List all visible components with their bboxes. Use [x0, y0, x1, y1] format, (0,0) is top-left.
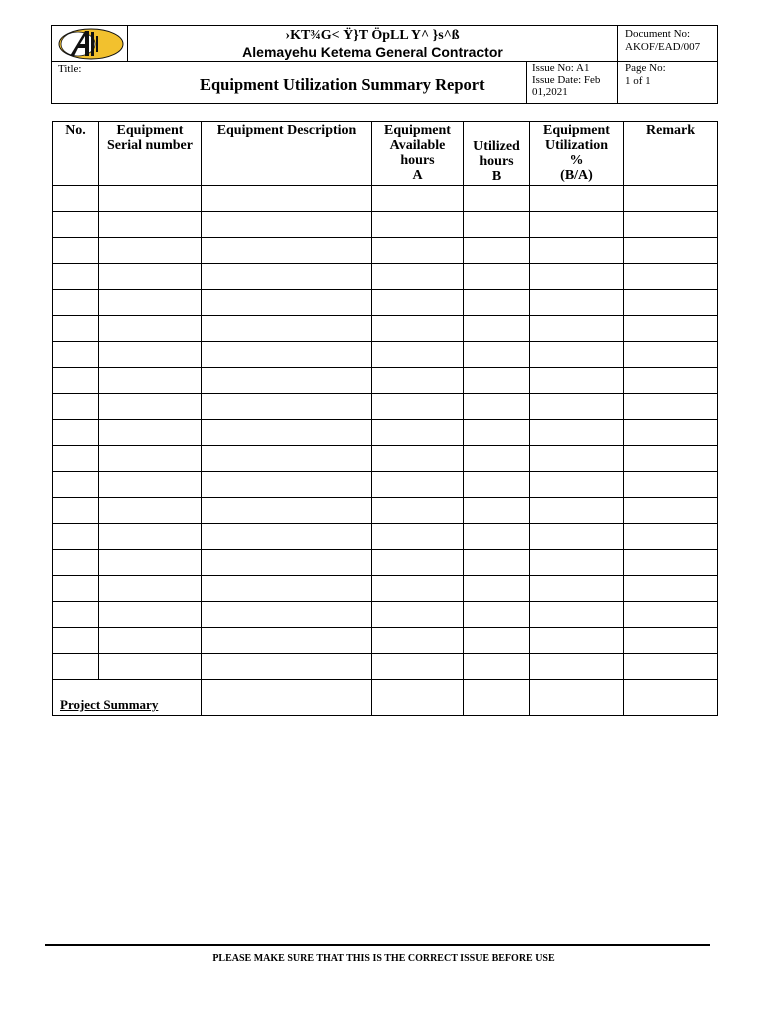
cell-utilization-pct[interactable]: [530, 368, 624, 394]
cell-available-hours[interactable]: [372, 654, 464, 680]
cell-no[interactable]: [53, 290, 99, 316]
cell-remark[interactable]: [624, 212, 718, 238]
column-header-remark-text: Remark: [646, 123, 695, 138]
project-summary-label: Project Summary: [53, 680, 202, 716]
cell-no[interactable]: [53, 446, 99, 472]
cell-no[interactable]: [53, 550, 99, 576]
cell-remark[interactable]: [624, 524, 718, 550]
cell-remark[interactable]: [624, 420, 718, 446]
table-row: [53, 472, 718, 498]
cell-no[interactable]: [53, 212, 99, 238]
table-row: [53, 186, 718, 212]
cell-remark[interactable]: [624, 576, 718, 602]
cell-available-hours[interactable]: [372, 602, 464, 628]
cell-no[interactable]: [53, 654, 99, 680]
cell-no[interactable]: [53, 576, 99, 602]
cell-utilized-hours[interactable]: [464, 342, 530, 368]
column-header-remark: [624, 122, 718, 186]
table-row: [53, 290, 718, 316]
cell-serial[interactable]: [99, 628, 202, 654]
cell-no[interactable]: [53, 602, 99, 628]
company-name-cell: [128, 26, 618, 62]
cell-description[interactable]: [202, 576, 372, 602]
cell-utilization-pct[interactable]: [530, 290, 624, 316]
cell-utilized-hours[interactable]: [464, 420, 530, 446]
cell-available-hours[interactable]: [372, 446, 464, 472]
cell-description[interactable]: [202, 342, 372, 368]
cell-available-hours[interactable]: [372, 368, 464, 394]
cell-remark[interactable]: [624, 654, 718, 680]
column-header-utilized-line-3: B: [491, 169, 502, 184]
cell-utilized-hours[interactable]: [464, 550, 530, 576]
title-cell: [52, 62, 527, 103]
cell-no[interactable]: [53, 394, 99, 420]
table-header-row: [53, 122, 718, 186]
summary-cell-description[interactable]: [202, 680, 372, 716]
cell-serial[interactable]: [99, 342, 202, 368]
cell-description[interactable]: [202, 446, 372, 472]
table-row: [53, 550, 718, 576]
cell-serial[interactable]: [99, 290, 202, 316]
cell-no[interactable]: [53, 498, 99, 524]
cell-serial[interactable]: [99, 420, 202, 446]
table-row: [53, 524, 718, 550]
cell-remark[interactable]: [624, 628, 718, 654]
cell-description[interactable]: [202, 238, 372, 264]
cell-available-hours[interactable]: [372, 186, 464, 212]
cell-available-hours[interactable]: [372, 524, 464, 550]
column-header-utilized-line-2: hours: [479, 154, 514, 169]
cell-available-hours[interactable]: [372, 316, 464, 342]
cell-utilization-pct[interactable]: [530, 264, 624, 290]
table-row: [53, 212, 718, 238]
cell-serial[interactable]: [99, 446, 202, 472]
column-header-no: [53, 122, 99, 186]
cell-remark[interactable]: [624, 238, 718, 264]
cell-serial[interactable]: [99, 264, 202, 290]
document-title: Equipment Utilization Summary Report: [200, 75, 485, 94]
table-body: [53, 186, 718, 716]
column-header-serial-line-2: Serial number: [107, 138, 193, 153]
cell-description[interactable]: [202, 550, 372, 576]
table-row: [53, 264, 718, 290]
table-row: [53, 238, 718, 264]
company-name-amharic: ›KT¾G< Ÿ}T ÖpLL Y^ }s^ß: [285, 28, 460, 43]
column-header-available-hours: [372, 122, 464, 186]
cell-utilized-hours[interactable]: [464, 316, 530, 342]
cell-utilization-pct[interactable]: [530, 186, 624, 212]
cell-remark[interactable]: [624, 186, 718, 212]
cell-available-hours[interactable]: [372, 342, 464, 368]
table-row: [53, 446, 718, 472]
document-number-cell: [618, 26, 717, 62]
cell-utilized-hours[interactable]: [464, 212, 530, 238]
cell-no[interactable]: [53, 368, 99, 394]
table-row: [53, 368, 718, 394]
cell-remark[interactable]: [624, 394, 718, 420]
table-row: [53, 342, 718, 368]
column-header-available-line-1: Equipment: [384, 123, 451, 138]
cell-utilization-pct[interactable]: [530, 446, 624, 472]
column-header-utilization-pct: [530, 122, 624, 186]
cell-utilized-hours[interactable]: [464, 394, 530, 420]
cell-utilized-hours[interactable]: [464, 446, 530, 472]
table-row: [53, 576, 718, 602]
cell-description[interactable]: [202, 628, 372, 654]
page-number-cell: [618, 62, 717, 103]
cell-utilization-pct[interactable]: [530, 628, 624, 654]
cell-serial[interactable]: [99, 186, 202, 212]
table-row: [53, 420, 718, 446]
column-header-utilized-line-1: Utilized: [473, 139, 520, 154]
title-label: Title:: [58, 63, 82, 75]
cell-no[interactable]: [53, 524, 99, 550]
table-row: [53, 394, 718, 420]
cell-description[interactable]: [202, 186, 372, 212]
summary-cell-remark[interactable]: [624, 680, 718, 716]
cell-utilization-pct[interactable]: [530, 394, 624, 420]
column-header-pct-line-2: Utilization: [545, 138, 608, 153]
cell-description[interactable]: [202, 602, 372, 628]
cell-no[interactable]: [53, 472, 99, 498]
cell-serial[interactable]: [99, 368, 202, 394]
cell-description[interactable]: [202, 368, 372, 394]
page-number-label: Page No:: [625, 62, 666, 74]
cell-no[interactable]: [53, 264, 99, 290]
cell-utilized-hours[interactable]: [464, 576, 530, 602]
cell-available-hours[interactable]: [372, 550, 464, 576]
cell-description[interactable]: [202, 264, 372, 290]
cell-serial[interactable]: [99, 472, 202, 498]
cell-description[interactable]: [202, 420, 372, 446]
cell-remark[interactable]: [624, 342, 718, 368]
cell-utilization-pct[interactable]: [530, 550, 624, 576]
cell-utilization-pct[interactable]: [530, 654, 624, 680]
cell-remark[interactable]: [624, 290, 718, 316]
cell-utilization-pct[interactable]: [530, 498, 624, 524]
cell-serial[interactable]: [99, 394, 202, 420]
cell-utilized-hours[interactable]: [464, 472, 530, 498]
document-header: [51, 25, 718, 104]
cell-remark[interactable]: [624, 602, 718, 628]
table-row: [53, 316, 718, 342]
page-number-value: 1 of 1: [625, 75, 651, 87]
cell-available-hours[interactable]: [372, 290, 464, 316]
cell-remark[interactable]: [624, 316, 718, 342]
column-header-available-line-2: Available: [389, 138, 446, 153]
cell-available-hours[interactable]: [372, 420, 464, 446]
summary-cell-available-hours[interactable]: [372, 680, 464, 716]
cell-utilized-hours[interactable]: [464, 602, 530, 628]
column-header-pct-line-3: %: [569, 153, 584, 168]
company-name: Alemayehu Ketema General Contractor: [242, 44, 503, 60]
cell-utilized-hours[interactable]: [464, 186, 530, 212]
cell-serial[interactable]: [99, 654, 202, 680]
footer-notice: PLEASE MAKE SURE THAT THIS IS THE CORRECT ISSUE BEFORE USE: [212, 953, 555, 964]
cell-description[interactable]: [202, 472, 372, 498]
cell-serial[interactable]: [99, 576, 202, 602]
issue-cell: [527, 62, 618, 103]
project-summary-row: [53, 680, 718, 716]
column-header-pct-line-4: (B/A): [560, 168, 593, 183]
cell-utilization-pct[interactable]: [530, 420, 624, 446]
cell-no[interactable]: [53, 238, 99, 264]
column-header-available-line-3: hours: [400, 153, 435, 168]
column-header-no-text: No.: [65, 123, 86, 138]
utilization-table: [52, 121, 718, 716]
cell-utilized-hours[interactable]: [464, 264, 530, 290]
cell-description[interactable]: [202, 316, 372, 342]
column-header-serial-line-1: Equipment: [116, 123, 184, 138]
cell-utilization-pct[interactable]: [530, 316, 624, 342]
table-row: [53, 628, 718, 654]
column-header-utilized-hours: [464, 122, 530, 186]
cell-description[interactable]: [202, 212, 372, 238]
cell-utilization-pct[interactable]: [530, 602, 624, 628]
cell-description[interactable]: [202, 394, 372, 420]
cell-serial[interactable]: [99, 602, 202, 628]
summary-cell-utilization-pct[interactable]: [530, 680, 624, 716]
table-row: [53, 602, 718, 628]
cell-utilized-hours[interactable]: [464, 524, 530, 550]
cell-utilization-pct[interactable]: [530, 472, 624, 498]
cell-available-hours[interactable]: [372, 264, 464, 290]
table-row: [53, 498, 718, 524]
column-header-available-line-4: A: [412, 168, 423, 183]
column-header-serial: [99, 122, 202, 186]
cell-utilization-pct[interactable]: [530, 524, 624, 550]
cell-available-hours[interactable]: [372, 576, 464, 602]
cell-utilized-hours[interactable]: [464, 368, 530, 394]
cell-utilization-pct[interactable]: [530, 342, 624, 368]
cell-description[interactable]: [202, 654, 372, 680]
document-number-value: AKOF/EAD/007: [625, 41, 701, 53]
cell-remark[interactable]: [624, 550, 718, 576]
column-header-description: [202, 122, 372, 186]
cell-serial[interactable]: [99, 316, 202, 342]
cell-description[interactable]: [202, 498, 372, 524]
cell-no[interactable]: [53, 628, 99, 654]
cell-remark[interactable]: [624, 368, 718, 394]
cell-serial[interactable]: [99, 524, 202, 550]
issue-number: Issue No: A1: [532, 62, 590, 74]
cell-utilized-hours[interactable]: [464, 498, 530, 524]
company-logo: [52, 26, 128, 62]
cell-available-hours[interactable]: [372, 212, 464, 238]
cell-available-hours[interactable]: [372, 498, 464, 524]
cell-utilization-pct[interactable]: [530, 212, 624, 238]
document-number-label: Document No:: [625, 28, 691, 40]
cell-available-hours[interactable]: [372, 238, 464, 264]
cell-utilized-hours[interactable]: [464, 628, 530, 654]
cell-no[interactable]: [53, 342, 99, 368]
cell-utilization-pct[interactable]: [530, 576, 624, 602]
footer-divider: [45, 944, 710, 946]
cell-serial[interactable]: [99, 212, 202, 238]
cell-description[interactable]: [202, 290, 372, 316]
issue-date-line-1: Issue Date: Feb: [532, 74, 601, 86]
cell-utilized-hours[interactable]: [464, 238, 530, 264]
summary-cell-utilized-hours[interactable]: [464, 680, 530, 716]
cell-serial[interactable]: [99, 550, 202, 576]
cell-utilized-hours[interactable]: [464, 290, 530, 316]
cell-remark[interactable]: [624, 498, 718, 524]
cell-available-hours[interactable]: [372, 394, 464, 420]
cell-description[interactable]: [202, 524, 372, 550]
cell-remark[interactable]: [624, 264, 718, 290]
column-header-description-text: Equipment Description: [216, 123, 357, 138]
cell-available-hours[interactable]: [372, 472, 464, 498]
cell-no[interactable]: [53, 420, 99, 446]
cell-no[interactable]: [53, 316, 99, 342]
cell-remark[interactable]: [624, 472, 718, 498]
cell-no[interactable]: [53, 186, 99, 212]
table-row: [53, 654, 718, 680]
cell-remark[interactable]: [624, 446, 718, 472]
issue-date-line-2: 01,2021: [532, 86, 568, 98]
cell-utilized-hours[interactable]: [464, 654, 530, 680]
cell-serial[interactable]: [99, 498, 202, 524]
cell-utilization-pct[interactable]: [530, 238, 624, 264]
logo-cell: [52, 26, 128, 62]
cell-available-hours[interactable]: [372, 628, 464, 654]
column-header-pct-line-1: Equipment: [543, 123, 610, 138]
cell-serial[interactable]: [99, 238, 202, 264]
